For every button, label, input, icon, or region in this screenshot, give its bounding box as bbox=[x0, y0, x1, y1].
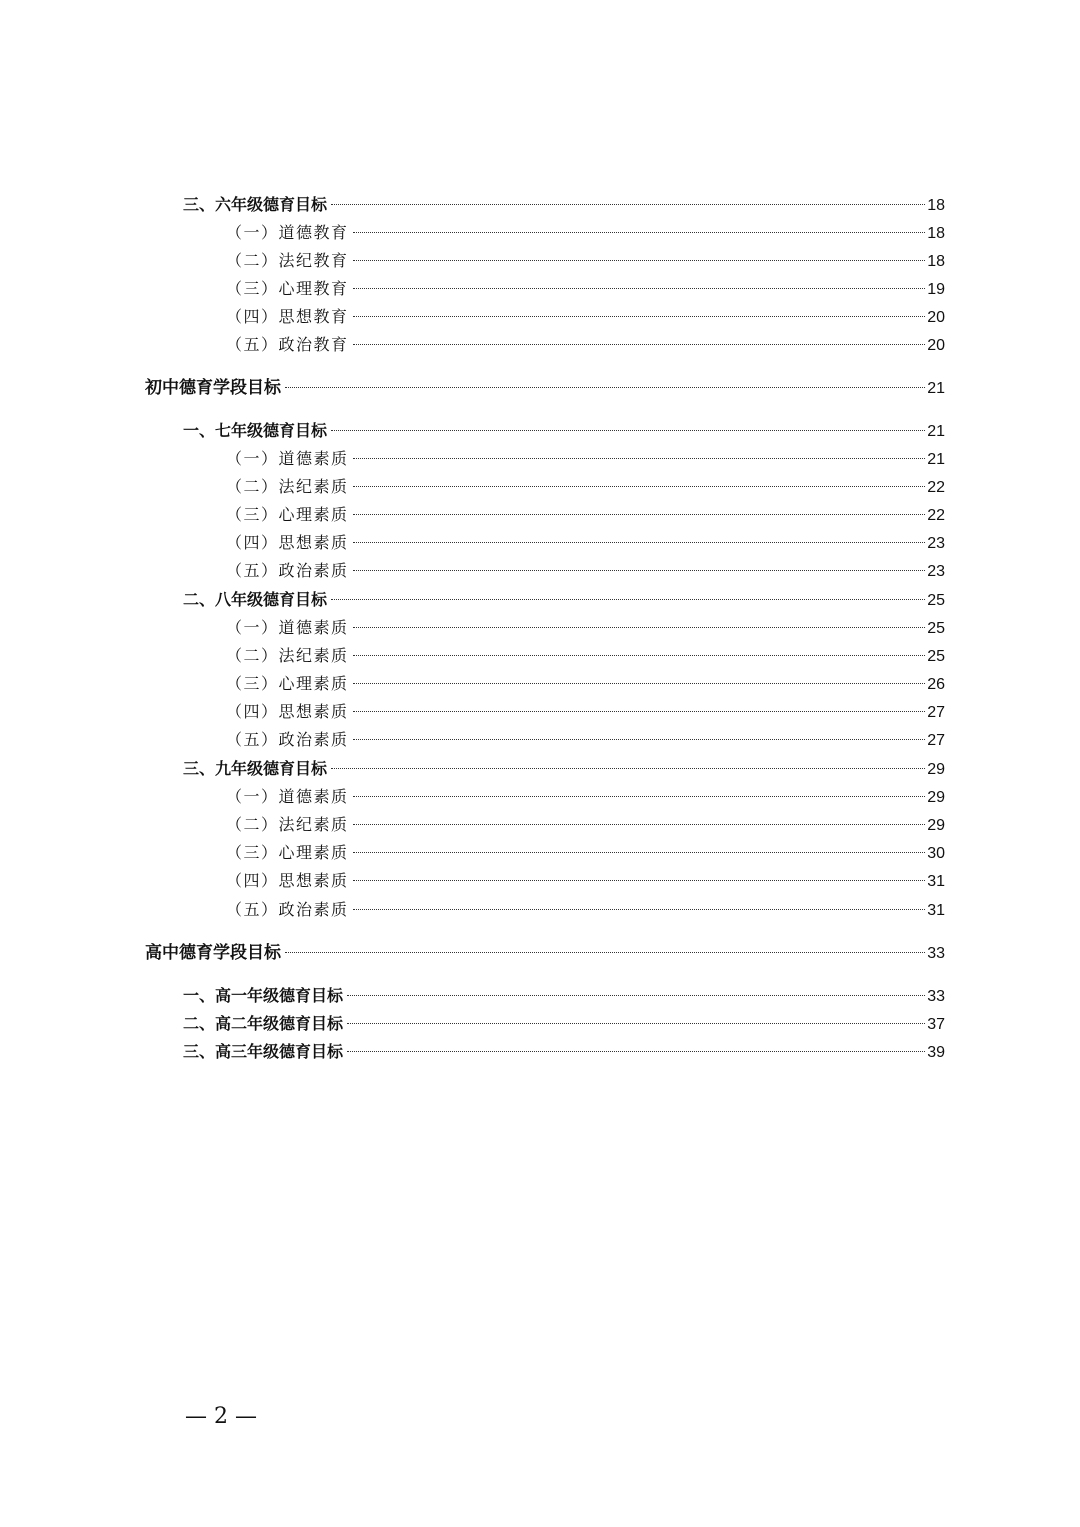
toc-entry-title: （五）政治素质 bbox=[226, 900, 349, 919]
toc-entry[interactable] bbox=[226, 615, 945, 641]
toc-dot-leader bbox=[353, 824, 926, 825]
toc-entry[interactable] bbox=[226, 304, 945, 330]
toc-entry-title: （二）法纪教育 bbox=[226, 251, 349, 270]
toc-dot-leader bbox=[353, 570, 926, 571]
toc-dot-leader bbox=[353, 683, 926, 684]
toc-entry[interactable] bbox=[226, 840, 945, 866]
toc-dot-leader bbox=[353, 711, 926, 712]
toc-entry-title: 一、高一年级德育目标 bbox=[183, 986, 344, 1005]
toc-dot-leader bbox=[353, 458, 926, 459]
toc-dot-leader bbox=[353, 316, 926, 317]
toc-entry[interactable] bbox=[226, 868, 945, 894]
toc-entry-page: 25 bbox=[927, 592, 945, 609]
toc-entry-page: 29 bbox=[927, 761, 945, 778]
toc-entry-page: 25 bbox=[927, 620, 945, 637]
toc-entry-page: 31 bbox=[927, 873, 945, 890]
toc-entry-title: （二）法纪素质 bbox=[226, 815, 349, 834]
toc-dot-leader bbox=[353, 852, 926, 853]
toc-dot-leader bbox=[331, 768, 925, 769]
toc-entry-page: 18 bbox=[927, 225, 945, 242]
toc-entry-title: 三、高三年级德育目标 bbox=[183, 1042, 344, 1061]
toc-entry[interactable] bbox=[226, 699, 945, 725]
toc-entry[interactable] bbox=[226, 332, 945, 358]
toc-entry-title: 一、七年级德育目标 bbox=[183, 421, 328, 440]
toc-entry-title: （四）思想素质 bbox=[226, 702, 349, 721]
toc-entry-page: 20 bbox=[927, 337, 945, 354]
toc-entry-title: （四）思想素质 bbox=[226, 871, 349, 890]
toc-dot-leader bbox=[353, 514, 926, 515]
toc-entry[interactable] bbox=[226, 502, 945, 528]
toc-entry-title: （三）心理素质 bbox=[226, 505, 349, 524]
toc-dot-leader bbox=[353, 796, 926, 797]
toc-entry-title: 二、高二年级德育目标 bbox=[183, 1014, 344, 1033]
toc-entry-page: 31 bbox=[927, 902, 945, 919]
toc-entry[interactable] bbox=[183, 1039, 945, 1065]
toc-entry-title: （五）政治教育 bbox=[226, 335, 349, 354]
toc-entry[interactable] bbox=[183, 983, 945, 1009]
toc-entry-page: 21 bbox=[927, 380, 945, 397]
toc-dot-leader bbox=[353, 260, 926, 261]
toc-entry[interactable] bbox=[145, 375, 945, 401]
toc-entry-title: （三）心理教育 bbox=[226, 279, 349, 298]
toc-entry-page: 33 bbox=[927, 988, 945, 1005]
toc-entry-page: 23 bbox=[927, 535, 945, 552]
toc-entry-page: 21 bbox=[927, 423, 945, 440]
toc-entry-title: （三）心理素质 bbox=[226, 843, 349, 862]
toc-dot-leader bbox=[347, 1051, 925, 1052]
toc-entry-title: （四）思想教育 bbox=[226, 307, 349, 326]
toc-entry-title: 二、八年级德育目标 bbox=[183, 590, 328, 609]
toc-entry[interactable] bbox=[226, 474, 945, 500]
toc-dot-leader bbox=[353, 232, 926, 233]
toc-entry-title: （一）道德素质 bbox=[226, 787, 349, 806]
toc-entry[interactable] bbox=[226, 897, 945, 923]
toc-entry-page: 20 bbox=[927, 309, 945, 326]
toc-entry-title: （一）道德素质 bbox=[226, 449, 349, 468]
toc-dot-leader bbox=[285, 952, 925, 953]
toc-entry-title: （二）法纪素质 bbox=[226, 646, 349, 665]
toc-entry[interactable] bbox=[183, 418, 945, 444]
toc-dot-leader bbox=[353, 486, 926, 487]
toc-dot-leader bbox=[353, 542, 926, 543]
toc-entry-title: 高中德育学段目标 bbox=[145, 943, 281, 963]
toc-entry[interactable] bbox=[226, 812, 945, 838]
toc-entry-page: 33 bbox=[927, 945, 945, 962]
toc-dot-leader bbox=[331, 430, 925, 431]
toc-entry-page: 29 bbox=[927, 817, 945, 834]
toc-entry-title: 初中德育学段目标 bbox=[145, 378, 281, 398]
toc-entry-title: （四）思想素质 bbox=[226, 533, 349, 552]
toc-entry-title: （三）心理素质 bbox=[226, 674, 349, 693]
toc-dot-leader bbox=[347, 995, 925, 996]
toc-entry-page: 22 bbox=[927, 507, 945, 524]
toc-entry-page: 39 bbox=[927, 1044, 945, 1061]
toc-entry-page: 18 bbox=[927, 253, 945, 270]
toc-dot-leader bbox=[331, 599, 925, 600]
toc-entry-title: 三、六年级德育目标 bbox=[183, 195, 328, 214]
toc-entry-page: 27 bbox=[927, 704, 945, 721]
toc-dot-leader bbox=[353, 344, 926, 345]
toc-dot-leader bbox=[331, 204, 925, 205]
toc-entry[interactable] bbox=[183, 1011, 945, 1037]
toc-entry-page: 18 bbox=[927, 197, 945, 214]
toc-entry[interactable] bbox=[183, 756, 945, 782]
toc-entry[interactable] bbox=[226, 727, 945, 753]
toc-dot-leader bbox=[353, 655, 926, 656]
toc-dot-leader bbox=[347, 1023, 925, 1024]
toc-dot-leader bbox=[353, 909, 926, 910]
toc-entry[interactable] bbox=[226, 558, 945, 584]
toc-entry-page: 26 bbox=[927, 676, 945, 693]
toc-dot-leader bbox=[285, 387, 925, 388]
page-number: — 2 — bbox=[185, 1404, 257, 1429]
toc-entry-title: （一）道德素质 bbox=[226, 618, 349, 637]
toc-entry[interactable] bbox=[226, 643, 945, 669]
toc-entry-page: 37 bbox=[927, 1016, 945, 1033]
toc-entry[interactable] bbox=[226, 530, 945, 556]
toc-dot-leader bbox=[353, 880, 926, 881]
toc-entry-title: （一）道德教育 bbox=[226, 223, 349, 242]
toc-entry[interactable] bbox=[226, 276, 945, 302]
toc-entry-page: 21 bbox=[927, 451, 945, 468]
toc-entry[interactable] bbox=[226, 671, 945, 697]
toc-entry-page: 22 bbox=[927, 479, 945, 496]
toc-entry[interactable] bbox=[226, 220, 945, 246]
toc-entry-title: 三、九年级德育目标 bbox=[183, 759, 328, 778]
toc-entry[interactable] bbox=[226, 784, 945, 810]
toc-entry-page: 23 bbox=[927, 563, 945, 580]
toc-entry-title: （五）政治素质 bbox=[226, 561, 349, 580]
toc-entry-page: 29 bbox=[927, 789, 945, 806]
toc-entry-page: 25 bbox=[927, 648, 945, 665]
toc-entry[interactable] bbox=[183, 192, 945, 218]
toc-entry-page: 27 bbox=[927, 732, 945, 749]
toc-entry-page: 30 bbox=[927, 845, 945, 862]
toc-entry[interactable] bbox=[145, 940, 945, 966]
toc-entry[interactable] bbox=[226, 248, 945, 274]
toc-dot-leader bbox=[353, 627, 926, 628]
toc-dot-leader bbox=[353, 288, 926, 289]
toc-entry-page: 19 bbox=[927, 281, 945, 298]
toc-dot-leader bbox=[353, 739, 926, 740]
toc-entry-title: （二）法纪素质 bbox=[226, 477, 349, 496]
toc-entry[interactable] bbox=[183, 587, 945, 613]
toc-entry-title: （五）政治素质 bbox=[226, 730, 349, 749]
toc-entry[interactable] bbox=[226, 446, 945, 472]
